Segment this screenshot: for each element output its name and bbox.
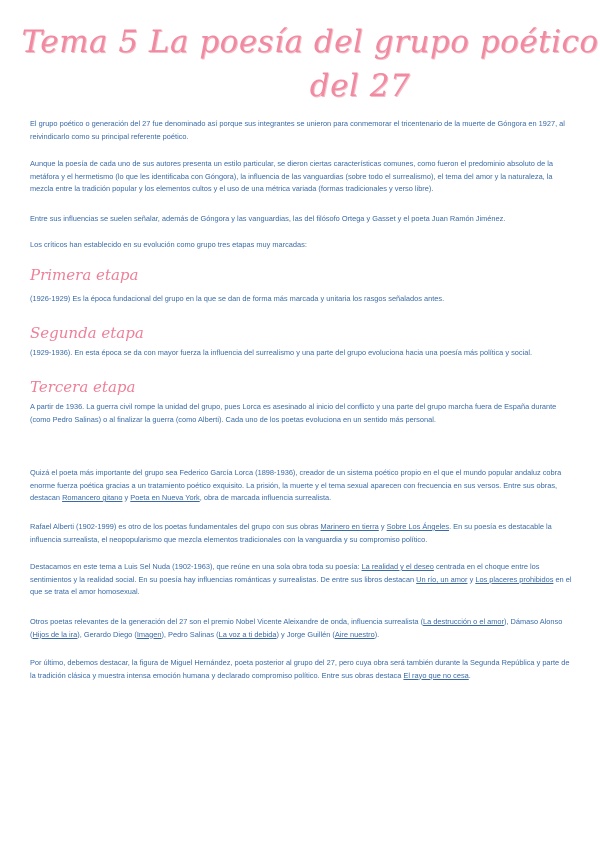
- cernuda-text-end: en el que se trata el amor homosexual.: [30, 574, 572, 596]
- first-stage-text: (1926-1929) Es la época fundacional del grupo en la que se dan de forma más marcada y unitaria los rasgos señalados antes.: [30, 294, 445, 303]
- connector: y: [467, 574, 476, 584]
- lorca-text-end: , obra de marcada influencia surrealista.: [199, 493, 332, 502]
- page-title-continuation: del 27: [309, 68, 411, 104]
- intro-paragraph-1: El grupo poético o generación del 27 fue denominado así porque sus integrantes se unieron para conmemorar el tricentenario de la muerte de Góngora en 1927, al reivindicarlo como su principal referente poético.: [30, 119, 565, 141]
- work-poeta-en-nueva-york: Poeta en Nueva York: [130, 493, 200, 502]
- hernandez-text-end: .: [468, 670, 471, 680]
- others-text-5: ) y Jorge Guillén (: [276, 629, 335, 639]
- work-la-destruccion-o-el-amor: La destrucción o el amor: [423, 617, 504, 626]
- work-la-realidad-y-el-deseo: La realidad y el deseo: [361, 562, 434, 571]
- work-sobre-los-angeles: Sobre Los Ángeles: [386, 522, 450, 531]
- others-text-3: ), Gerardo Diego (: [77, 629, 137, 639]
- connector: y: [122, 493, 131, 502]
- heading-third-stage: Tercera etapa: [30, 378, 136, 396]
- work-romancero-gitano: Romancero gitano: [62, 493, 123, 502]
- work-marinero-en-tierra: Marinero en tierra: [320, 522, 379, 531]
- second-stage-text: (1929-1936). En esta época se da con mayor fuerza la influencia del surrealismo y una parte del grupo evoluciona hacia una poesía más política y social.: [30, 348, 533, 357]
- others-text-6: ).: [374, 629, 380, 639]
- work-un-rio-un-amor: Un río, un amor: [416, 574, 468, 584]
- alberti-paragraph: [30, 521, 575, 546]
- work-aire-nuestro: Aire nuestro: [334, 629, 375, 639]
- connector: y: [378, 522, 387, 531]
- page-title: Tema 5 La poesía del grupo poético: [21, 24, 599, 60]
- work-los-placeres-prohibidos: Los placeres prohibidos: [475, 574, 554, 584]
- alberti-text: Rafael Alberti (1902-1999) es otro de los poetas fundamentales del grupo con sus obras: [30, 522, 321, 531]
- intro-paragraph-4: Los críticos han establecido en su evolución como grupo tres etapas muy marcadas:: [30, 240, 307, 249]
- heading-first-stage: Primera etapa: [30, 266, 139, 284]
- others-text: Otros poetas relevantes de la generación del 27 son el premio Nobel Vicente Aleixandre de onda, influencia surrealista (: [30, 617, 424, 626]
- lorca-text: Quizá el poeta más importante del grupo sea Federico García Lorca (1898-1936), creador de un sistema poético propio en el que el mundo popular andaluz cobra enorme fuerza poética gracias a un tratamiento poético exquisito. La prisión, la muerte y el tema sexual aparecen con frecuencia en sus versos. Entre sus obras, destacan: [30, 468, 562, 502]
- lorca-paragraph: [30, 467, 575, 505]
- work-el-rayo-que-no-cesa: El rayo que no cesa: [403, 670, 469, 680]
- others-text-2: ), Dámaso Alonso (: [30, 617, 563, 639]
- cernuda-paragraph: [30, 561, 575, 599]
- hernandez-paragraph: [30, 657, 575, 682]
- heading-second-stage: Segunda etapa: [30, 324, 144, 342]
- others-text-4: ), Pedro Salinas (: [161, 629, 219, 639]
- alberti-text-end: . En su poesía es destacable la influencia surrealista, el neopopularismo que mezcla elementos tradicionales con la vanguardia y su compromiso político.: [30, 522, 552, 544]
- intro-paragraph-3: Entre sus influencias se suelen señalar, además de Góngora y las vanguardias, las del filósofo Ortega y Gasset y el poeta Juan Ramón Jiménez.: [30, 214, 506, 223]
- cernuda-text: Destacamos en este tema a Luis Sel Nuda (1902-1963), que reúne en una sola obra toda su poesía:: [30, 562, 362, 571]
- others-paragraph: [30, 616, 575, 641]
- work-la-voz-a-ti-debida: La voz a ti debida: [218, 629, 277, 639]
- third-stage-text: A partir de 1936. La guerra civil rompe la unidad del grupo, pues Lorca es asesinado al inicio del conflicto y una parte del grupo marcha fuera de España durante (como Pedro Salinas) o al finalizar la guerra (como Alberti). Cada uno de los poetas evoluciona en un sentido más personal.: [30, 402, 557, 424]
- intro-paragraph-2: Aunque la poesía de cada uno de sus autores presenta un estilo particular, se dieron ciertas características comunes, como fueron el predominio absoluto de la metáfora y el hermetismo (lo que les identificaba con Góngora), la influencia de las vanguardias (sobre todo el surrealismo), el tema del amor y la naturaleza, la mezcla entre la tradición popular y los elementos cultos y el uso de una métrica variada (formas tradicionales y verso libre).: [30, 159, 553, 193]
- hernandez-text: Por último, debemos destacar, la figura de Miguel Hernández, poeta posterior al grupo del 27, pero cuya obra será también durante la Segunda República y parte de la tradición clásica y muestra intensa emoción humana y declarado compromiso político. Entre sus obras destaca: [30, 658, 570, 680]
- work-hijos-de-la-ira: Hijos de la ira: [32, 629, 78, 639]
- work-imagen: Imagen: [136, 629, 162, 639]
- cernuda-text-mid: centrada en el choque entre los sentimientos y la realidad social. En su poesía hay influencias románticas y surrealistas. De entre sus libros destacan: [30, 562, 540, 584]
